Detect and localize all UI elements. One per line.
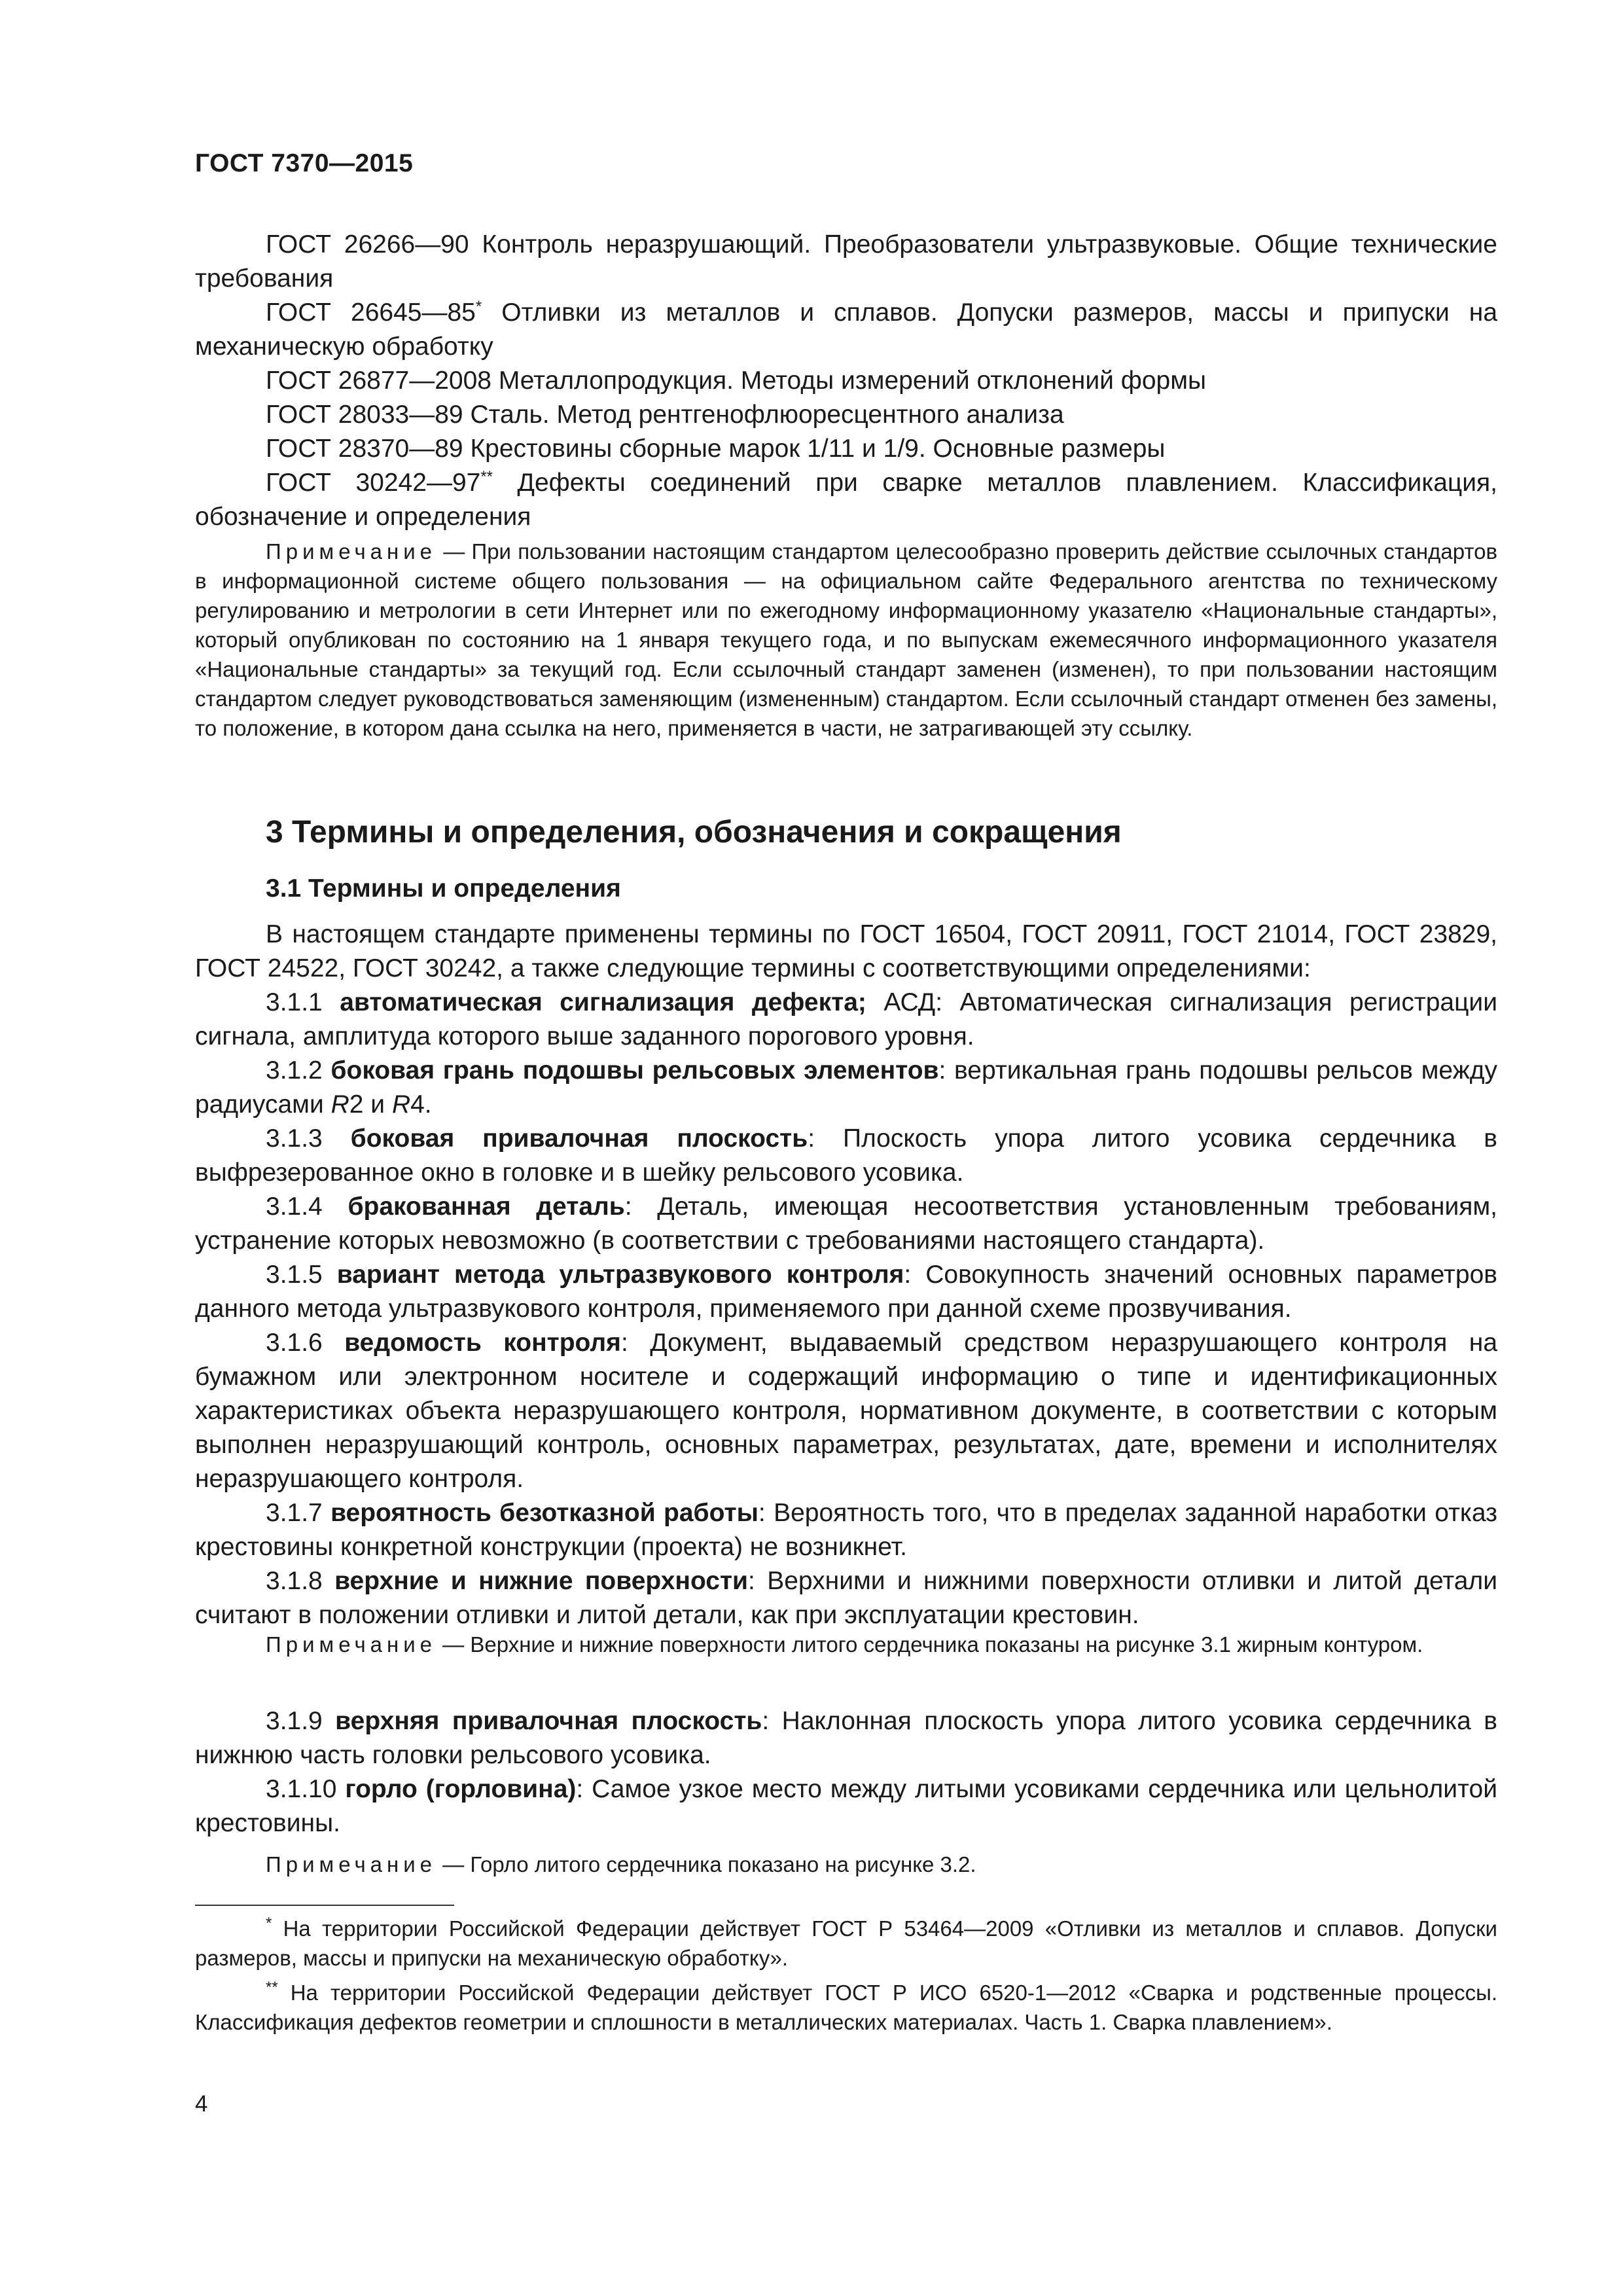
note-text: — Верхние и нижние поверхности литого сердечника показаны на рисунке 3.1 жирным контуром. [437,1632,1423,1657]
footnote-marker: * [266,1914,272,1932]
term-name: верхняя привалочная плоскость [335,1707,762,1735]
running-header: ГОСТ 7370—2015 [195,149,414,177]
term-name: вариант метода ультразвукового контроля [336,1261,904,1289]
term-item: 3.1.10 горло (горловина): Самое узкое место между литыми усовиками сердечника или цельнолитой крестовины. [195,1775,1497,1837]
footnote-marker: ** [480,468,493,486]
term-item: 3.1.2 боковая грань подошвы рельсовых элементов: вертикальная грань подошвы рельсов между радиусами R2 и R4. [195,1056,1498,1119]
note-text: — Горло литого сердечника показано на рисунке 3.2. [437,1852,976,1876]
term-item: 3.1.7 вероятность безотказной работы: Вероятность того, что в пределах заданной наработки отказ крестовины конкретной конструкции (проекта) не возникнет. [195,1499,1497,1561]
note-label: Примечание [266,539,437,564]
term-name: боковая привалочная плоскость [350,1124,808,1153]
terms-list [195,1704,1497,1840]
section-title: 3 Термины и определения, обозначения и сокращения [266,815,1122,850]
reference-item: ГОСТ 28370—89 Крестовины сборные марок 1/11 и 1/9. Основные размеры [266,435,1166,463]
subsection-title: 3.1 Термины и определения [266,874,621,903]
term-name: вероятность безотказной работы [330,1499,758,1527]
footnotes [195,1914,1497,2037]
term-item: 3.1.6 ведомость контроля: Документ, выдаваемый средством неразрушающего контроля на бумажном или электронном носителе и содержащий информацию о типе и идентификационных характеристиках объекта неразрушающего контроля, нормативном документе, в соответствии с которым выполнен неразрушающий контроль, основных параметрах, результатах, дате, времени и исполнителях неразрушающего контроля. [195,1329,1498,1493]
reference-item: ГОСТ 26266—90 Контроль неразрушающий. Преобразователи ультразвуковые. Общие технические требования [195,230,1497,293]
term-name: боковая грань подошвы рельсовых элементов [330,1056,939,1085]
reference-item: ГОСТ 28033—89 Сталь. Метод рентгенофлюоресцентного анализа [266,401,1064,429]
term-name: горло (горловина) [345,1775,577,1803]
reference-item: ГОСТ 30242—97** Дефекты соединений при сварке металлов плавлением. Классификация, обозначение и определения [195,468,1497,531]
term-name: ведомость контроля [344,1329,621,1357]
term-name: автоматическая сигнализация дефекта; [340,988,866,1016]
term-item: 3.1.8 верхние и нижние поверхности: Верхними и нижними поверхности отливки и литой детали считают в положении отливки и литой детали, как при эксплуатации крестовин. [195,1567,1497,1629]
terms-list [195,918,1497,1632]
footnote-marker: ** [266,1979,278,1996]
term-item: 3.1.1 автоматическая сигнализация дефекта; АСД: Автоматическая сигнализация регистрации сигнала, амплитуда которого выше заданного порогового уровня. [195,988,1497,1050]
note-label: Примечание [266,1852,437,1876]
note-block [195,1850,1497,1879]
note-label: Примечание [266,1632,437,1657]
note-block [195,1630,1497,1659]
term-item: 3.1.4 бракованная деталь: Деталь, имеющая несоответствия установленным требованиям, устранение которых невозможно (в соответствии с требованиями настоящего стандарта). [195,1193,1497,1255]
reference-item: ГОСТ 26645—85* Отливки из металлов и сплавов. Допуски размеров, массы и припуски на механическую обработку [195,298,1498,361]
footnote-marker: * [475,298,482,315]
intro-paragraph: В настоящем стандарте применены термины по ГОСТ 16504, ГОСТ 20911, ГОСТ 21014, ГОСТ 23829, ГОСТ 24522, ГОСТ 30242, а также следующие термины с соответствующими определениями: [195,920,1497,982]
term-item: 3.1.9 верхняя привалочная плоскость: Наклонная плоскость упора литого усовика сердечника в нижнюю часть головки рельсового усовика. [195,1707,1498,1769]
reference-item: ГОСТ 26877—2008 Металлопродукция. Методы измерений отклонений формы [266,367,1207,395]
note-text: — При пользовании настоящим стандартом целесообразно проверить действие ссылочных стандартов в информационной системе общего пользования — на официальном сайте Федерального агентства по техническому регулированию и метрологии в сети Интернет или по ежегодному информационному указателю «Национальные стандарты», который опубликован по состоянию на 1 января текущего года, и по выпускам ежемесячного информационного указателя «Национальные стандарты» за текущий год. Если ссылочный стандарт заменен (изменен), то при пользовании настоящим стандартом следует руководствоваться заменяющим (измененным) стандартом. Если ссылочный стандарт отменен без замены, то положение, в котором дана ссылка на него, применяется в части, не затрагивающей эту ссылку. [195,539,1497,740]
footnote: ** На территории Российской Федерации действует ГОСТ Р ИСО 6520-1—2012 «Сварка и родственные процессы. Классификация дефектов геометрии и сплошности в металлических материалах. Часть 1. Сварка плавлением». [195,1979,1497,2034]
footnote: * На территории Российской Федерации действует ГОСТ Р 53464—2009 «Отливки из металлов и сплавов. Допуски размеров, массы и припуски на механическую обработку». [195,1914,1497,1970]
term-item: 3.1.5 вариант метода ультразвукового контроля: Совокупность значений основных параметров данного метода ультразвукового контроля, применяемого при данной схеме прозвучивания. [195,1261,1497,1323]
footnote-divider [195,1905,454,1906]
note-block [195,537,1497,743]
page-number: 4 [195,2091,208,2117]
section-3 [195,814,1497,850]
term-name: бракованная деталь [348,1193,625,1221]
references-list [195,228,1497,534]
term-name: верхние и нижние поверхности [334,1567,749,1595]
term-item: 3.1.3 боковая привалочная плоскость: Плоскость упора литого усовика сердечника в выфрезерованное окно в головке и в шейку рельсового усовика. [195,1124,1498,1187]
